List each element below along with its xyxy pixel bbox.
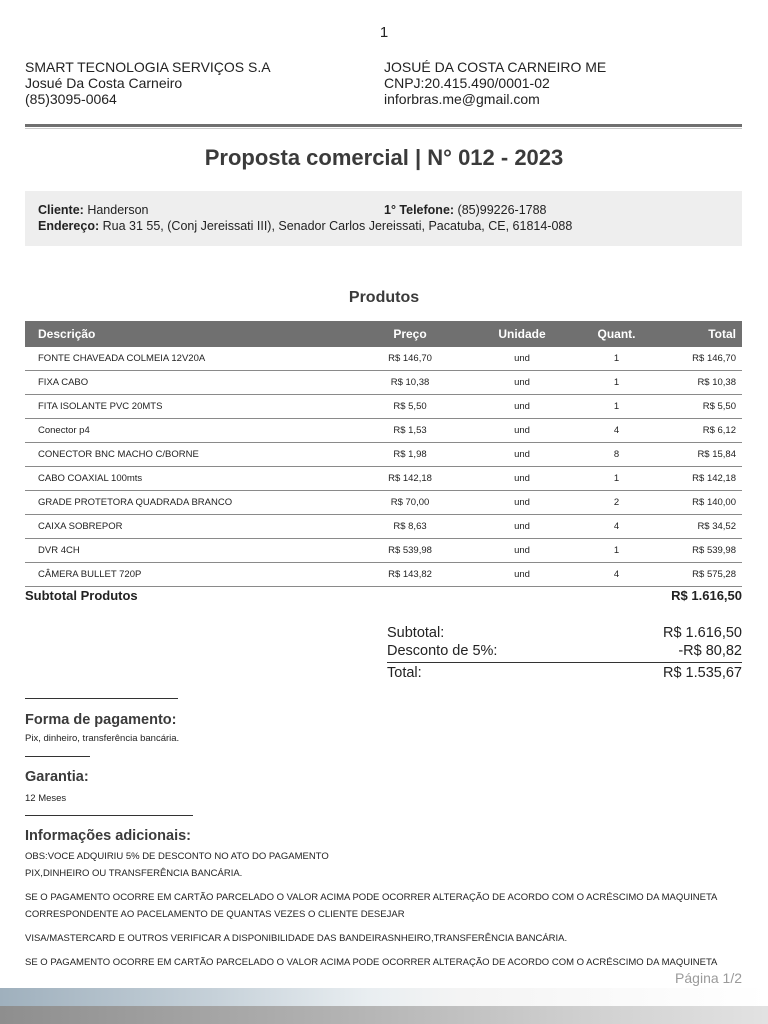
cell-total: R$ 34,52	[665, 515, 742, 539]
cell-price: R$ 143,82	[344, 563, 476, 587]
cell-description: DVR 4CH	[25, 539, 344, 563]
cell-unit: und	[476, 371, 568, 395]
cell-total: R$ 15,84	[665, 443, 742, 467]
additional-line: VISA/MASTERCARD E OUTROS VERIFICAR A DISPONIBILIDADE DAS BANDEIRASNHEIRO,TRANSFERÊNCIA BANCÁRIA.	[25, 933, 568, 944]
warranty-text: 12 Meses	[25, 793, 67, 804]
table-row	[25, 467, 742, 491]
subtotal-products-label: Subtotal Produtos	[25, 588, 138, 603]
cell-description: CAIXA SOBREPOR	[25, 515, 344, 539]
cell-quantity: 4	[568, 515, 665, 539]
header-unit: Unidade	[476, 321, 568, 347]
cell-unit: und	[476, 395, 568, 419]
cell-quantity: 4	[568, 563, 665, 587]
cell-description: GRADE PROTETORA QUADRADA BRANCO	[25, 491, 344, 515]
footer-decoration-bar-lower	[0, 1006, 768, 1024]
summary-discount-row	[387, 643, 742, 661]
cell-unit: und	[476, 419, 568, 443]
company-left-contact: Josué Da Costa Carneiro	[25, 75, 183, 91]
header-divider-shadow	[25, 128, 742, 129]
header-quantity: Quant.	[568, 321, 665, 347]
cell-price: R$ 142,18	[344, 467, 476, 491]
phone-label: 1° Telefone:	[384, 203, 455, 217]
table-row	[25, 563, 742, 587]
company-left-name: SMART TECNOLOGIA SERVIÇOS S.A	[25, 59, 271, 75]
footer-page-indicator: Página 1/2	[675, 970, 742, 986]
summary-subtotal-label: Subtotal:	[387, 625, 445, 641]
cell-price: R$ 1,53	[344, 419, 476, 443]
client-label: Cliente:	[38, 203, 84, 217]
cell-unit: und	[476, 563, 568, 587]
company-left-phone: (85)3095-0064	[25, 91, 117, 107]
table-row	[25, 371, 742, 395]
cell-description: FONTE CHAVEADA COLMEIA 12V20A	[25, 347, 344, 371]
company-right-cnpj: CNPJ:20.415.490/0001-02	[384, 75, 550, 91]
table-row	[25, 515, 742, 539]
summary-total-label: Total:	[387, 665, 422, 681]
cell-quantity: 1	[568, 395, 665, 419]
cell-price: R$ 10,38	[344, 371, 476, 395]
company-right-name: JOSUÉ DA COSTA CARNEIRO ME	[384, 59, 607, 75]
table-header-row	[25, 321, 742, 347]
client-name-line	[38, 203, 148, 217]
additional-line: SE O PAGAMENTO OCORRE EM CARTÃO PARCELADO O VALOR ACIMA PODE OCORRER ALTERAÇÃO DE ACORDO COM O ACRÉSCIMO DA MAQUINETA	[25, 892, 718, 903]
cell-quantity: 1	[568, 539, 665, 563]
cell-description: CÂMERA BULLET 720P	[25, 563, 344, 587]
subtotal-products-row	[25, 588, 742, 603]
additional-title: Informações adicionais:	[25, 828, 191, 844]
cell-unit: und	[476, 347, 568, 371]
table-row	[25, 539, 742, 563]
cell-price: R$ 70,00	[344, 491, 476, 515]
cell-price: R$ 5,50	[344, 395, 476, 419]
cell-quantity: 4	[568, 419, 665, 443]
subtotal-products-value: R$ 1.616,50	[671, 588, 742, 603]
cell-quantity: 2	[568, 491, 665, 515]
document-title: Proposta comercial | N° 012 - 2023	[204, 145, 564, 170]
header-divider	[25, 124, 742, 127]
products-table	[25, 321, 742, 587]
cell-total: R$ 539,98	[665, 539, 742, 563]
table-row	[25, 419, 742, 443]
header-total: Total	[665, 321, 742, 347]
cell-description: FIXA CABO	[25, 371, 344, 395]
cell-description: CONECTOR BNC MACHO C/BORNE	[25, 443, 344, 467]
client-info-box	[25, 191, 742, 246]
client-value: Handerson	[87, 203, 149, 217]
cell-unit: und	[476, 515, 568, 539]
cell-total: R$ 575,28	[665, 563, 742, 587]
summary-total-row	[387, 665, 742, 683]
address-label: Endereço:	[38, 219, 100, 233]
phone-value: (85)99226-1788	[457, 203, 547, 217]
cell-quantity: 8	[568, 443, 665, 467]
cell-price: R$ 539,98	[344, 539, 476, 563]
summary-discount-label: Desconto de 5%:	[387, 643, 498, 659]
cell-quantity: 1	[568, 467, 665, 491]
cell-quantity: 1	[568, 347, 665, 371]
cell-price: R$ 146,70	[344, 347, 476, 371]
additional-line: OBS:VOCE ADQUIRIU 5% DE DESCONTO NO ATO DO PAGAMENTO	[25, 851, 329, 862]
additional-line: CORRESPONDENTE AO PACELAMENTO DE QUANTAS VEZES O CLIENTE DESEJAR	[25, 909, 405, 920]
client-address-line	[38, 219, 738, 233]
table-row	[25, 491, 742, 515]
cell-unit: und	[476, 467, 568, 491]
summary-subtotal-value: R$ 1.616,50	[662, 625, 742, 641]
cell-price: R$ 8,63	[344, 515, 476, 539]
cell-total: R$ 10,38	[665, 371, 742, 395]
warranty-title: Garantia:	[25, 769, 89, 785]
cell-total: R$ 142,18	[665, 467, 742, 491]
client-phone-line	[384, 203, 547, 217]
additional-divider	[25, 815, 193, 816]
address-value: Rua 31 55, (Conj Jereissati III), Senador Carlos Jereissati, Pacatuba, CE, 61814-088	[102, 219, 573, 233]
cell-total: R$ 140,00	[665, 491, 742, 515]
additional-line: SE O PAGAMENTO OCORRE EM CARTÃO PARCELADO O VALOR ACIMA PODE OCORRER ALTERAÇÃO DE ACORDO COM O ACRÉSCIMO DA MAQUINETA	[25, 957, 718, 968]
cell-description: Conector p4	[25, 419, 344, 443]
cell-quantity: 1	[568, 371, 665, 395]
cell-total: R$ 5,50	[665, 395, 742, 419]
cell-unit: und	[476, 539, 568, 563]
cell-unit: und	[476, 443, 568, 467]
cell-description: FITA ISOLANTE PVC 20MTS	[25, 395, 344, 419]
cell-price: R$ 1,98	[344, 443, 476, 467]
page-number: 1	[379, 24, 389, 41]
table-row	[25, 395, 742, 419]
summary-subtotal-row	[387, 625, 742, 643]
table-row	[25, 443, 742, 467]
payment-divider	[25, 698, 178, 699]
company-right-block	[384, 59, 606, 107]
header-description: Descrição	[25, 321, 344, 347]
company-left-block	[25, 59, 271, 107]
cell-unit: und	[476, 491, 568, 515]
summary-total-value: R$ 1.535,67	[662, 665, 742, 681]
company-right-email: inforbras.me@gmail.com	[384, 91, 540, 107]
warranty-divider	[25, 756, 90, 757]
cell-total: R$ 6,12	[665, 419, 742, 443]
cell-description: CABO COAXIAL 100mts	[25, 467, 344, 491]
cell-total: R$ 146,70	[665, 347, 742, 371]
summary-divider	[387, 662, 742, 663]
payment-text: Pix, dinheiro, transferência bancária.	[25, 733, 180, 744]
additional-line: PIX,DINHEIRO OU TRANSFERÊNCIA BANCÁRIA.	[25, 868, 243, 879]
summary-discount-value: -R$ 80,82	[678, 643, 742, 659]
totals-summary	[387, 625, 742, 683]
header-price: Preço	[344, 321, 476, 347]
table-row	[25, 347, 742, 371]
products-title: Produtos	[348, 289, 420, 306]
payment-title: Forma de pagamento:	[25, 712, 177, 728]
